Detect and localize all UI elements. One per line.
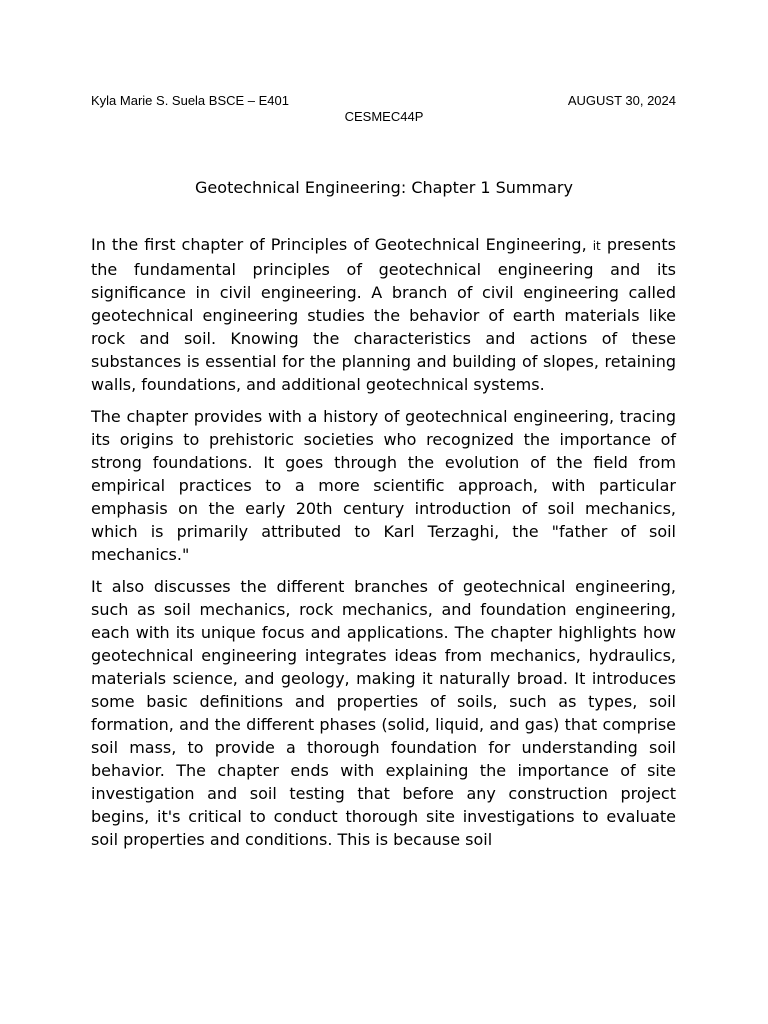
paragraph-3: It also discusses the different branches of geotechnical engineering, such as soil mechanics, rock mechanics, and foundation engineering, each with its unique focus and applications. The chapter highlights how geotechnical engineering integrates ideas from mechanics, hydraulics, materials science, and geology, making it naturally broad. It introduces some basic definitions and properties of soils, such as types, soil formation, and the different phases (solid, liquid, and gas) that comprise soil mass, to provide a thorough foundation for understanding soil behavior. The chapter ends with explaining the importance of site investigation and soil testing that before any construction project begins, it's critical to conduct thorough site investigations to evaluate soil properties and conditions. This is because soil	[91, 577, 676, 849]
paragraph-1-rest: presents the fundamental principles of geotechnical engineering and its significance in civil engineering. A branch of civil engineering called geotechnical engineering studies the behavior of earth materials like rock and soil. Knowing the characteristics and actions of these substances is essential for the planning and building of slopes, retaining walls, foundations, and additional geotechnical systems.	[91, 235, 676, 394]
paragraph-1	[91, 233, 676, 396]
document-title: Geotechnical Engineering: Chapter 1 Summary	[195, 178, 573, 197]
course-code: CESMEC44P	[344, 109, 424, 124]
author-line: Kyla Marie S. Suela BSCE – E401	[91, 93, 289, 108]
paragraph-1-intro: In the first chapter of Principles of Geotechnical Engineering,	[91, 235, 587, 254]
document-body	[91, 233, 676, 860]
document-date: AUGUST 30, 2024	[567, 93, 676, 108]
paragraph-2: The chapter provides with a history of geotechnical engineering, tracing its origins to prehistoric societies who recognized the importance of strong foundations. It goes through the evolution of the field from empirical practices to a more scientific approach, with particular emphasis on the early 20th century introduction of soil mechanics, which is primarily attributed to Karl Terzaghi, the "father of soil mechanics."	[91, 407, 676, 564]
paragraph-1-small-word: it	[592, 239, 601, 253]
